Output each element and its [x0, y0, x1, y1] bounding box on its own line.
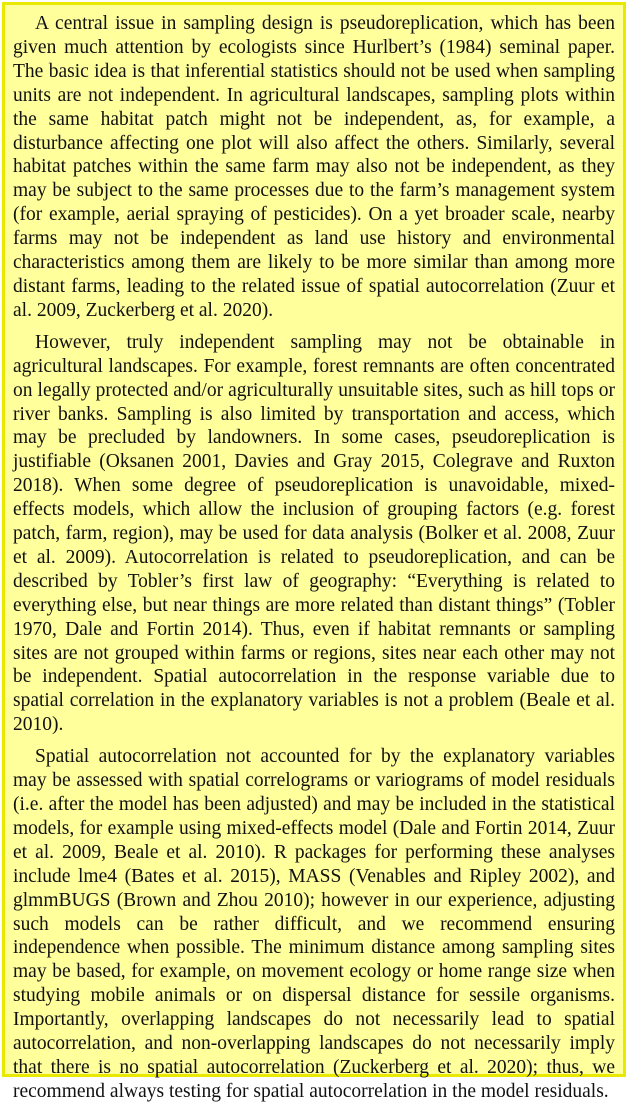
- paragraph-spatial-autocorrelation: Spatial autocorrelation not accounted for by the explanatory variables may be assessed with spatial correlograms or variograms of model residuals (i.e. after the model has been adjusted) and may be included in the statistical models, for example using mixed-effects model (Dale and Fortin 2014, Zuur et al. 2009, Beale et al. 2010). R packages for performing these analyses include lme4 (Bates et al. 2015), MASS (Venables and Ripley 2002), and glmmBUGS (Brown and Zhou 2010); however in our experience, adjusting such models can be rather difficult, and we recommend ensuring independence when possible. The minimum distance among sampling sites may be based, for example, on movement ecology or home range size when studying mobile animals or on dispersal distance for sessile organisms. Importantly, overlapping landscapes do not necessarily lead to spatial autocorrelation, and non-overlapping landscapes do not necessarily imply that there is no spatial autocorrelation (Zuckerberg et al. 2020); thus, we recommend always testing for spatial autocorrelation in the model residuals.: [13, 746, 615, 1102]
- paragraph-pseudoreplication: A central issue in sampling design is pseudoreplication, which has been given much attention by ecologists since Hurlbert’s (1984) seminal paper. The basic idea is that inferential statistics should not be used when sampling units are not independent. In agricultural landscapes, sampling plots within the same habitat patch might not be independent, as, for example, a disturbance affecting one plot will also affect the others. Similarly, several habitat patches within the same farm may also not be independent, as they may be subject to the same processes due to the farm’s management system (for example, aerial spraying of pesticides). On a yet broader scale, nearby farms may not be independent as land use history and environmental characteristics among them are likely to be more similar than among more distant farms, leading to the related issue of spatial autocorrelation (Zuur et al. 2009, Zuckerberg et al. 2020).: [13, 13, 615, 321]
- paragraph-independent-sampling: However, truly independent sampling may not be obtainable in agricultural landscapes. For example, forest remnants are often concentrated on legally protected and/or agriculturally unsuitable sites, such as hill tops or river banks. Sampling is also limited by transportation and access, which may be precluded by landowners. In some cases, pseudoreplication is justifiable (Oksanen 2001, Davies and Gray 2015, Colegrave and Ruxton 2018). When some degree of pseudoreplication is unavoidable, mixed-effects models, which allow the inclusion of grouping factors (e.g. forest patch, farm, region), may be used for data analysis (Bolker et al. 2008, Zuur et al. 2009). Autocorrelation is related to pseudoreplication, and can be described by Tobler’s first law of geography: “Everything is related to everything else, but near things are more related than distant things” (Tobler 1970, Dale and Fortin 2014). Thus, even if habitat remnants or sampling sites are not grouped within farms or regions, sites near each other may not be independent. Spatial autocorrelation in the response variable due to spatial correlation in the explanatory variables is not a problem (Beale et al. 2010).: [13, 331, 615, 736]
- highlighted-text-box: [2, 2, 626, 1102]
